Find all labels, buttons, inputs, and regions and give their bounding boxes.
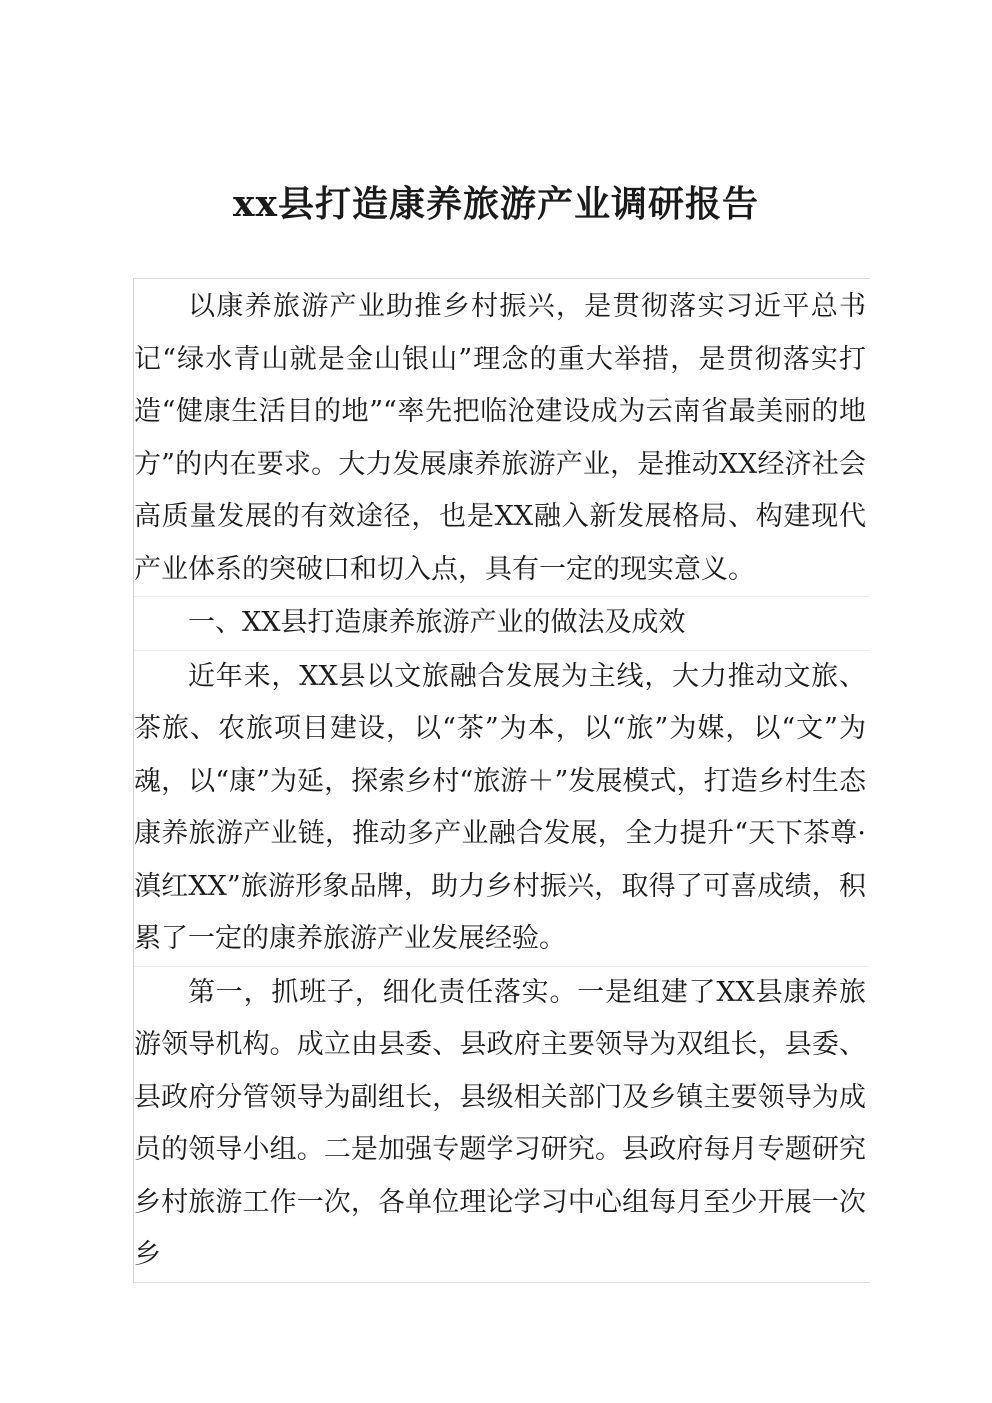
document-body (133, 278, 870, 1283)
section-heading-1: 一、XX县打造康养旅游产业的做法及成效 (134, 597, 870, 651)
paragraph-overview: 近年来，XX县以文旅融合发展为主线，大力推动文旅、茶旅、农旅项目建设，以“茶”为本，以“旅”为媒，以“文”为魂，以“康”为延，探索乡村“旅游＋”发展模式，打造乡村生态康养旅游产业链，推动多产业融合发展，全力提升“天下茶尊·滇红XX”旅游形象品牌，助力乡村振兴，取得了可喜成绩，积累了一定的康养旅游产业发展经验。 (134, 651, 870, 967)
page-title: xx县打造康养旅游产业调研报告 (233, 183, 759, 225)
paragraph-intro: 以康养旅游产业助推乡村振兴，是贯彻落实习近平总书记“绿水青山就是金山银山”理念的重大举措，是贯彻落实打造“健康生活目的地”“率先把临沧建设成为云南省最美丽的地方”的内在要求。大力发展康养旅游产业，是推动XX经济社会高质量发展的有效途径，也是XX融入新发展格局、构建现代产业体系的突破口和切入点，具有一定的现实意义。 (134, 279, 870, 597)
paragraph-first-measure: 第一，抓班子，细化责任落实。一是组建了XX县康养旅游领导机构。成立由县委、县政府主要领导为双组长，县委、县政府分管领导为副组长，县级相关部门及乡镇主要领导为成员的领导小组。二是加强专题学习研究。县政府每月专题研究乡村旅游工作一次，各单位理论学习中心组每月至少开展一次乡 (134, 967, 870, 1283)
